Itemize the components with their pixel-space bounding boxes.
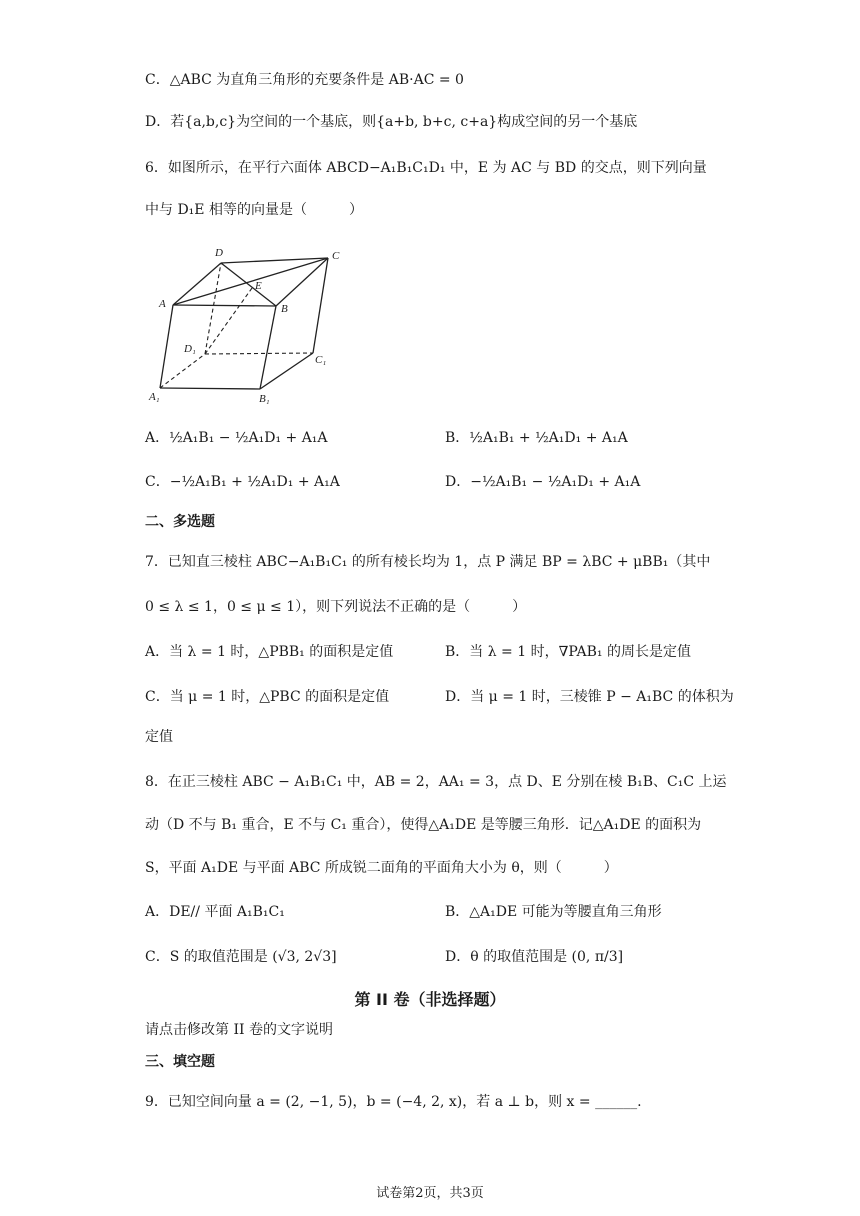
edge-DA (173, 263, 221, 305)
q7-option-d: D．当 μ = 1 时，三棱锥 P − A₁BC 的体积为 (445, 689, 734, 705)
label-B: B (281, 303, 288, 315)
page-footer: 试卷第2页，共3页 (376, 1186, 484, 1201)
q8-option-c: C．S 的取值范围是 (√3, 2√3] (145, 949, 337, 965)
q6-option-c: C．−½A₁B₁ + ½A₁D₁ + A₁A (145, 474, 340, 490)
edge-D1C1-hidden (205, 353, 313, 354)
q8-option-d: D．θ 的取值范围是 (0, π/3] (445, 949, 624, 965)
edge-B1C1 (260, 353, 313, 389)
q8-stem-line2: 动（D 不与 B₁ 重合，E 不与 C₁ 重合），使得△A₁DE 是等腰三角形．记△A₁DE 的面积为 (145, 817, 702, 833)
edge-A1D1-hidden (160, 354, 205, 388)
q7-stem-line2: 0 ≤ λ ≤ 1，0 ≤ μ ≤ 1），则下列说法不正确的是（ ） (145, 599, 527, 615)
q7-option-c: C．当 μ = 1 时，△PBC 的面积是定值 (145, 689, 390, 705)
q6-option-d: D．−½A₁B₁ − ½A₁D₁ + A₁A (445, 474, 641, 490)
q7-stem-line1: 7．已知直三棱柱 ABC−A₁B₁C₁ 的所有棱长均为 1，点 P 满足 BP = λBC + μBB₁（其中 (145, 554, 711, 570)
q5-option-d: D．若{a,b,c}为空间的一个基底，则{a+b, b+c, c+a}构成空间的另一个基底 (145, 114, 638, 130)
label-B1: B₁ (259, 393, 270, 405)
edge-CC1 (313, 258, 328, 353)
q8-option-b: B．△A₁DE 可能为等腰直角三角形 (445, 904, 662, 920)
label-A: A (159, 298, 166, 310)
label-E: E (255, 280, 262, 292)
edge-BB1 (260, 306, 276, 389)
edge-A1B1 (160, 388, 260, 389)
edge-AA1 (160, 305, 173, 388)
label-C1: C₁ (315, 354, 327, 366)
diagonal-BD (221, 263, 276, 306)
label-D: D (215, 247, 223, 259)
q6-option-b: B．½A₁B₁ + ½A₁D₁ + A₁A (445, 430, 628, 446)
q9-stem: 9．已知空间向量 a = (2, −1, 5)，b = (−4, 2, x)，若 a ⊥ b，则 x = ______. (145, 1094, 642, 1110)
edge-DD1-hidden (205, 263, 221, 354)
q8-stem-line1: 8．在正三棱柱 ABC − A₁B₁C₁ 中，AB = 2，AA₁ = 3，点 D、E 分别在棱 B₁B、C₁C 上运 (145, 774, 727, 790)
q8-stem-line3: S，平面 A₁DE 与平面 ABC 所成锐二面角的平面角大小为 θ，则（ ） (145, 860, 618, 876)
q6-option-a: A．½A₁B₁ − ½A₁D₁ + A₁A (145, 430, 328, 446)
q6-stem-line2: 中与 D₁E 相等的向量是（ ） (145, 202, 363, 218)
section-multiple-choice: 二、多选题 (145, 514, 215, 530)
q5-option-c: C．△ABC 为直角三角形的充要条件是 AB·AC = 0 (145, 72, 464, 88)
q6-stem-line1: 6．如图所示，在平行六面体 ABCD−A₁B₁C₁D₁ 中，E 为 AC 与 BD 的交点，则下列向量 (145, 160, 707, 176)
label-D1: D₁ (184, 343, 196, 355)
section-fill-in: 三、填空题 (145, 1054, 215, 1070)
q7-option-b: B．当 λ = 1 时，∇PAB₁ 的周长是定值 (445, 644, 691, 660)
q7-option-d-cont: 定值 (145, 729, 173, 745)
parallelepiped-figure (145, 240, 355, 405)
label-A1: A₁ (149, 391, 160, 403)
q8-option-a: A．DE// 平面 A₁B₁C₁ (145, 904, 285, 920)
edge-AB (173, 305, 276, 306)
label-C: C (332, 250, 340, 262)
q7-option-a: A．当 λ = 1 时，△PBB₁ 的面积是定值 (145, 644, 394, 660)
part-two-note: 请点击修改第 II 卷的文字说明 (145, 1022, 333, 1038)
edge-BC (276, 258, 328, 306)
segment-D1E-hidden (205, 288, 252, 354)
part-two-title: 第 II 卷（非选择题） (354, 990, 506, 1009)
diagonal-AC (173, 258, 328, 305)
